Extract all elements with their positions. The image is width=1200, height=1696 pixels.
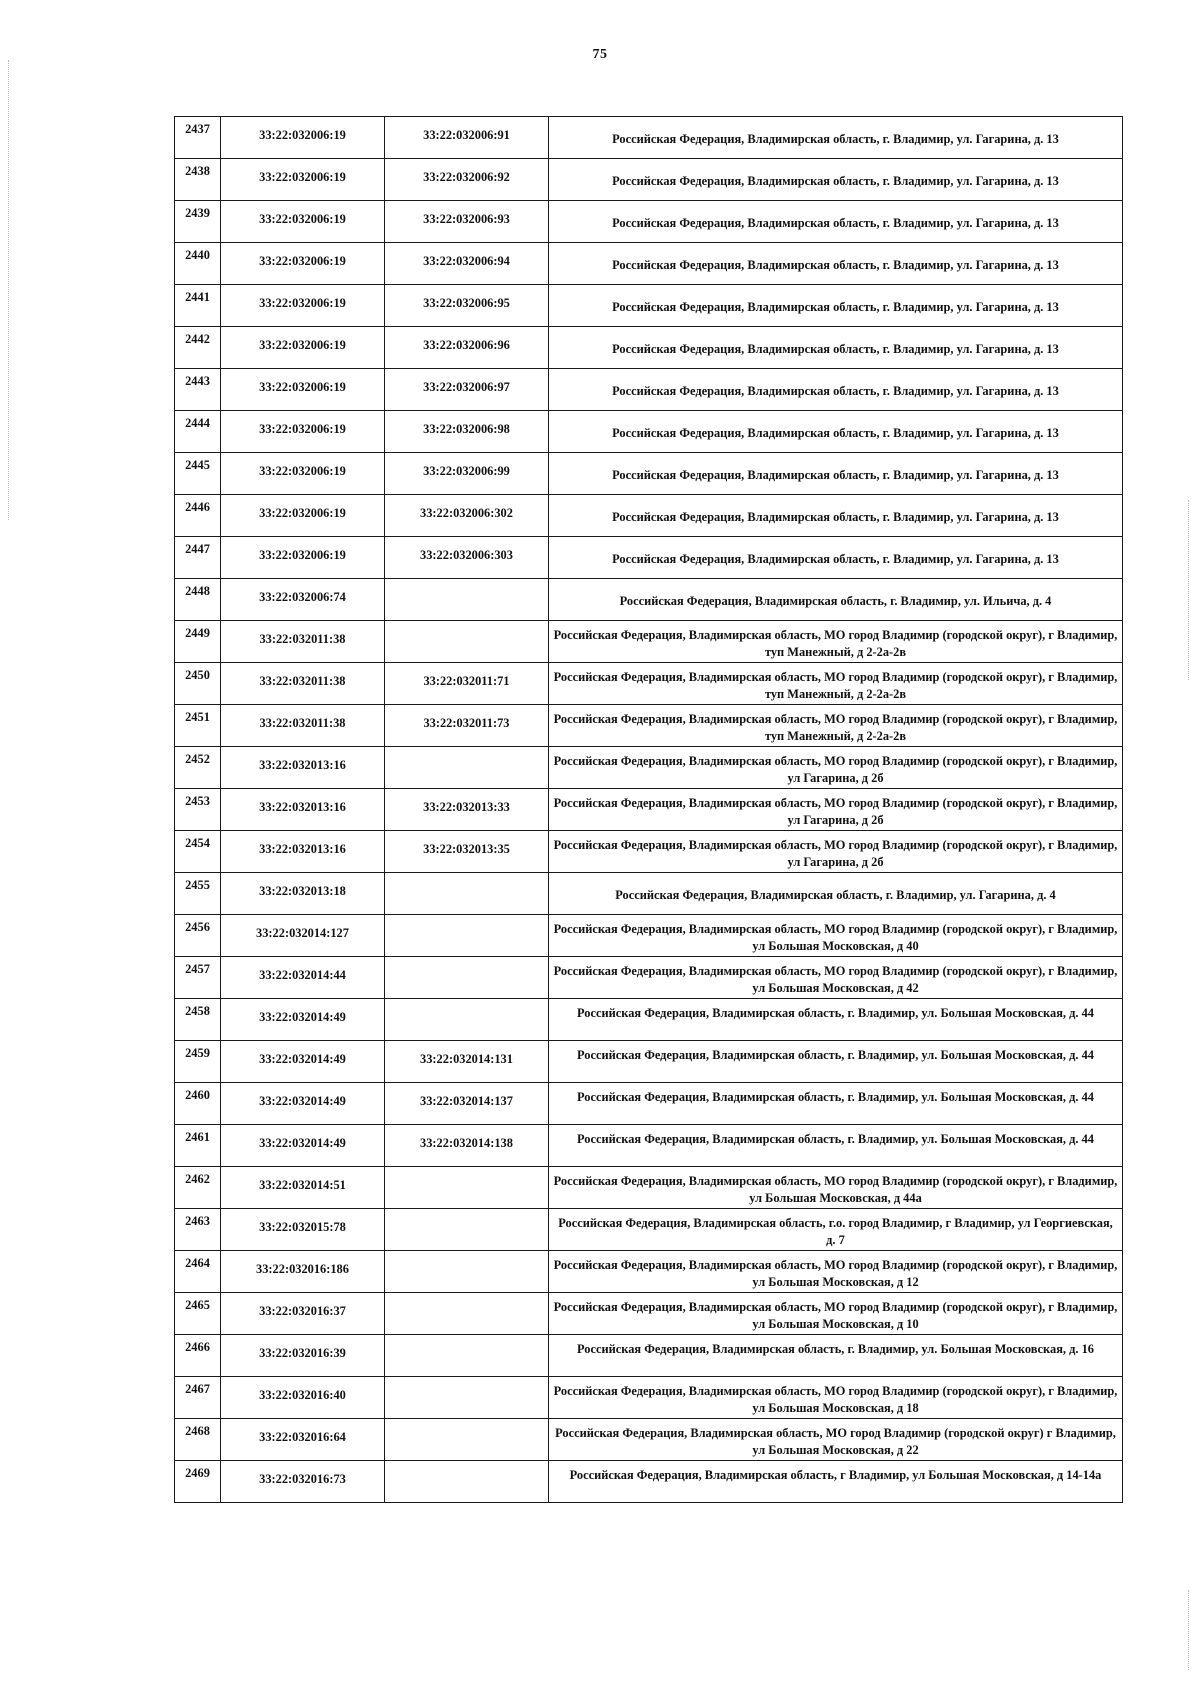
object-cadastral-number: 33:22:032006:93: [385, 201, 549, 243]
table-row: [175, 831, 1123, 873]
table-row: [175, 159, 1123, 201]
object-cadastral-number: [385, 999, 549, 1041]
parcel-cadastral-number: 33:22:032006:19: [221, 159, 385, 201]
table-row: [175, 411, 1123, 453]
row-number: 2440: [175, 243, 221, 285]
address: Российская Федерация, Владимирская область, г. Владимир, ул. Гагарина, д. 13: [549, 285, 1123, 327]
object-cadastral-number: 33:22:032006:94: [385, 243, 549, 285]
table-row: [175, 873, 1123, 915]
table-row: [175, 663, 1123, 705]
object-cadastral-number: [385, 957, 549, 999]
row-number: 2458: [175, 999, 221, 1041]
row-number: 2467: [175, 1377, 221, 1419]
object-cadastral-number: [385, 873, 549, 915]
row-number: 2441: [175, 285, 221, 327]
row-number: 2462: [175, 1167, 221, 1209]
row-number: 2460: [175, 1083, 221, 1125]
address: Российская Федерация, Владимирская область, г. Владимир, ул. Гагарина, д. 13: [549, 159, 1123, 201]
address: Российская Федерация, Владимирская область, г. Владимир, ул. Гагарина, д. 13: [549, 117, 1123, 159]
address: Российская Федерация, Владимирская область, МО город Владимир (городской округ), г Владимир, ул Гагарина, д 2б: [549, 831, 1123, 873]
parcel-cadastral-number: 33:22:032014:49: [221, 999, 385, 1041]
parcel-cadastral-number: 33:22:032013:16: [221, 789, 385, 831]
table-row: [175, 915, 1123, 957]
table-row: [175, 117, 1123, 159]
table-row: [175, 537, 1123, 579]
object-cadastral-number: [385, 1293, 549, 1335]
object-cadastral-number: 33:22:032006:303: [385, 537, 549, 579]
object-cadastral-number: [385, 1419, 549, 1461]
address: Российская Федерация, Владимирская область, г. Владимир, ул. Гагарина, д. 13: [549, 453, 1123, 495]
parcel-cadastral-number: 33:22:032006:19: [221, 495, 385, 537]
table-row: [175, 495, 1123, 537]
parcel-cadastral-number: 33:22:032006:19: [221, 411, 385, 453]
address: Российская Федерация, Владимирская область, МО город Владимир (городской округ), г Владимир, ул Гагарина, д 2б: [549, 789, 1123, 831]
row-number: 2451: [175, 705, 221, 747]
address: Российская Федерация, Владимирская область, г. Владимир, ул. Большая Московская, д. 16: [549, 1335, 1123, 1377]
table-row: [175, 1461, 1123, 1503]
table-row: [175, 453, 1123, 495]
parcel-cadastral-number: 33:22:032006:19: [221, 201, 385, 243]
parcel-cadastral-number: 33:22:032013:16: [221, 831, 385, 873]
row-number: 2457: [175, 957, 221, 999]
object-cadastral-number: 33:22:032014:138: [385, 1125, 549, 1167]
table-row: [175, 1419, 1123, 1461]
address: Российская Федерация, Владимирская область, МО город Владимир (городской округ), г Владимир, ул Большая Московская, д 40: [549, 915, 1123, 957]
object-cadastral-number: 33:22:032006:91: [385, 117, 549, 159]
table-row: [175, 1209, 1123, 1251]
address: Российская Федерация, Владимирская область, г. Владимир, ул. Гагарина, д. 13: [549, 327, 1123, 369]
address: Российская Федерация, Владимирская область, МО город Владимир (городской округ), г Владимир, туп Манежный, д 2-2а-2в: [549, 621, 1123, 663]
parcel-cadastral-number: 33:22:032016:186: [221, 1251, 385, 1293]
row-number: 2466: [175, 1335, 221, 1377]
row-number: 2461: [175, 1125, 221, 1167]
row-number: 2439: [175, 201, 221, 243]
parcel-cadastral-number: 33:22:032016:39: [221, 1335, 385, 1377]
object-cadastral-number: 33:22:032011:73: [385, 705, 549, 747]
row-number: 2437: [175, 117, 221, 159]
object-cadastral-number: [385, 1377, 549, 1419]
object-cadastral-number: [385, 747, 549, 789]
parcel-cadastral-number: 33:22:032006:19: [221, 117, 385, 159]
row-number: 2445: [175, 453, 221, 495]
row-number: 2446: [175, 495, 221, 537]
table-row: [175, 957, 1123, 999]
table-row: [175, 1251, 1123, 1293]
address: Российская Федерация, Владимирская область, г. Владимир, ул. Гагарина, д. 4: [549, 873, 1123, 915]
parcel-cadastral-number: 33:22:032014:49: [221, 1125, 385, 1167]
address: Российская Федерация, Владимирская область, МО город Владимир (городской округ), г Владимир, ул Большая Московская, д 10: [549, 1293, 1123, 1335]
object-cadastral-number: 33:22:032006:302: [385, 495, 549, 537]
registry-table: [174, 116, 1123, 1503]
parcel-cadastral-number: 33:22:032006:19: [221, 243, 385, 285]
object-cadastral-number: 33:22:032006:96: [385, 327, 549, 369]
registry-body: [175, 117, 1123, 1503]
parcel-cadastral-number: 33:22:032014:49: [221, 1083, 385, 1125]
table-row: [175, 327, 1123, 369]
row-number: 2464: [175, 1251, 221, 1293]
table-row: [175, 705, 1123, 747]
address: Российская Федерация, Владимирская область, МО город Владимир (городской округ), г Владимир, туп Манежный, д 2-2а-2в: [549, 663, 1123, 705]
table-row: [175, 1083, 1123, 1125]
table-row: [175, 1041, 1123, 1083]
object-cadastral-number: [385, 1251, 549, 1293]
object-cadastral-number: [385, 1209, 549, 1251]
row-number: 2455: [175, 873, 221, 915]
address: Российская Федерация, Владимирская область, г. Владимир, ул. Большая Московская, д. 44: [549, 1125, 1123, 1167]
address: Российская Федерация, Владимирская область, МО город Владимир (городской округ), г Владимир, туп Манежный, д 2-2а-2в: [549, 705, 1123, 747]
row-number: 2448: [175, 579, 221, 621]
parcel-cadastral-number: 33:22:032006:19: [221, 285, 385, 327]
parcel-cadastral-number: 33:22:032011:38: [221, 705, 385, 747]
parcel-cadastral-number: 33:22:032014:49: [221, 1041, 385, 1083]
parcel-cadastral-number: 33:22:032016:37: [221, 1293, 385, 1335]
address: Российская Федерация, Владимирская область, МО город Владимир (городской округ), г Владимир, ул Большая Московская, д 44а: [549, 1167, 1123, 1209]
address: Российская Федерация, Владимирская область, МО город Владимир (городской округ), г Владимир, ул Большая Московская, д 12: [549, 1251, 1123, 1293]
address: Российская Федерация, Владимирская область, МО город Владимир (городской округ) г Владимир, ул Большая Московская, д 22: [549, 1419, 1123, 1461]
address: Российская Федерация, Владимирская область, МО город Владимир (городской округ), г Владимир, ул Гагарина, д 2б: [549, 747, 1123, 789]
row-number: 2465: [175, 1293, 221, 1335]
table-row: [175, 1293, 1123, 1335]
address: Российская Федерация, Владимирская область, г Владимир, ул Большая Московская, д 14-14а: [549, 1461, 1123, 1503]
parcel-cadastral-number: 33:22:032006:19: [221, 537, 385, 579]
table-row: [175, 747, 1123, 789]
object-cadastral-number: 33:22:032013:35: [385, 831, 549, 873]
object-cadastral-number: [385, 579, 549, 621]
parcel-cadastral-number: 33:22:032006:19: [221, 453, 385, 495]
row-number: 2453: [175, 789, 221, 831]
parcel-cadastral-number: 33:22:032014:44: [221, 957, 385, 999]
right-margin-mark-lower: [1188, 1590, 1189, 1670]
table-row: [175, 369, 1123, 411]
table-row: [175, 285, 1123, 327]
address: Российская Федерация, Владимирская область, г. Владимир, ул. Большая Московская, д. 44: [549, 1041, 1123, 1083]
table-row: [175, 243, 1123, 285]
table-row: [175, 621, 1123, 663]
table-row: [175, 999, 1123, 1041]
row-number: 2438: [175, 159, 221, 201]
row-number: 2447: [175, 537, 221, 579]
parcel-cadastral-number: 33:22:032014:51: [221, 1167, 385, 1209]
table-row: [175, 1167, 1123, 1209]
parcel-cadastral-number: 33:22:032011:38: [221, 663, 385, 705]
row-number: 2443: [175, 369, 221, 411]
row-number: 2449: [175, 621, 221, 663]
row-number: 2468: [175, 1419, 221, 1461]
address: Российская Федерация, Владимирская область, г. Владимир, ул. Гагарина, д. 13: [549, 369, 1123, 411]
address: Российская Федерация, Владимирская область, г. Владимир, ул. Большая Московская, д. 44: [549, 1083, 1123, 1125]
object-cadastral-number: [385, 621, 549, 663]
address: Российская Федерация, Владимирская область, МО город Владимир (городской округ), г Владимир, ул Большая Московская, д 18: [549, 1377, 1123, 1419]
parcel-cadastral-number: 33:22:032016:64: [221, 1419, 385, 1461]
table-row: [175, 1335, 1123, 1377]
table-row: [175, 1125, 1123, 1167]
row-number: 2454: [175, 831, 221, 873]
parcel-cadastral-number: 33:22:032011:38: [221, 621, 385, 663]
page-number: 75: [592, 47, 608, 62]
row-number: 2456: [175, 915, 221, 957]
object-cadastral-number: [385, 1167, 549, 1209]
parcel-cadastral-number: 33:22:032016:73: [221, 1461, 385, 1503]
object-cadastral-number: 33:22:032014:137: [385, 1083, 549, 1125]
object-cadastral-number: 33:22:032013:33: [385, 789, 549, 831]
address: Российская Федерация, Владимирская область, г. Владимир, ул. Гагарина, д. 13: [549, 201, 1123, 243]
row-number: 2442: [175, 327, 221, 369]
parcel-cadastral-number: 33:22:032013:18: [221, 873, 385, 915]
object-cadastral-number: [385, 915, 549, 957]
address: Российская Федерация, Владимирская область, г. Владимир, ул. Гагарина, д. 13: [549, 537, 1123, 579]
address: Российская Федерация, Владимирская область, г. Владимир, ул. Гагарина, д. 13: [549, 495, 1123, 537]
table-row: [175, 1377, 1123, 1419]
table-row: [175, 201, 1123, 243]
row-number: 2444: [175, 411, 221, 453]
table-row: [175, 579, 1123, 621]
row-number: 2459: [175, 1041, 221, 1083]
parcel-cadastral-number: 33:22:032006:19: [221, 327, 385, 369]
parcel-cadastral-number: 33:22:032013:16: [221, 747, 385, 789]
object-cadastral-number: [385, 1461, 549, 1503]
object-cadastral-number: 33:22:032006:98: [385, 411, 549, 453]
address: Российская Федерация, Владимирская область, г. Владимир, ул. Ильича, д. 4: [549, 579, 1123, 621]
address: Российская Федерация, Владимирская область, г. Владимир, ул. Гагарина, д. 13: [549, 243, 1123, 285]
object-cadastral-number: 33:22:032006:95: [385, 285, 549, 327]
parcel-cadastral-number: 33:22:032006:19: [221, 369, 385, 411]
row-number: 2463: [175, 1209, 221, 1251]
parcel-cadastral-number: 33:22:032014:127: [221, 915, 385, 957]
object-cadastral-number: [385, 1335, 549, 1377]
object-cadastral-number: 33:22:032006:92: [385, 159, 549, 201]
object-cadastral-number: 33:22:032014:131: [385, 1041, 549, 1083]
parcel-cadastral-number: 33:22:032006:74: [221, 579, 385, 621]
object-cadastral-number: 33:22:032011:71: [385, 663, 549, 705]
row-number: 2469: [175, 1461, 221, 1503]
address: Российская Федерация, Владимирская область, МО город Владимир (городской округ), г Владимир, ул Большая Московская, д 42: [549, 957, 1123, 999]
object-cadastral-number: 33:22:032006:97: [385, 369, 549, 411]
left-margin-mark: [8, 60, 9, 520]
parcel-cadastral-number: 33:22:032016:40: [221, 1377, 385, 1419]
address: Российская Федерация, Владимирская область, г.о. город Владимир, г Владимир, ул Георгиевская, д. 7: [549, 1209, 1123, 1251]
parcel-cadastral-number: 33:22:032015:78: [221, 1209, 385, 1251]
row-number: 2450: [175, 663, 221, 705]
address: Российская Федерация, Владимирская область, г. Владимир, ул. Гагарина, д. 13: [549, 411, 1123, 453]
row-number: 2452: [175, 747, 221, 789]
table-row: [175, 789, 1123, 831]
object-cadastral-number: 33:22:032006:99: [385, 453, 549, 495]
address: Российская Федерация, Владимирская область, г. Владимир, ул. Большая Московская, д. 44: [549, 999, 1123, 1041]
right-margin-mark: [1188, 500, 1189, 680]
